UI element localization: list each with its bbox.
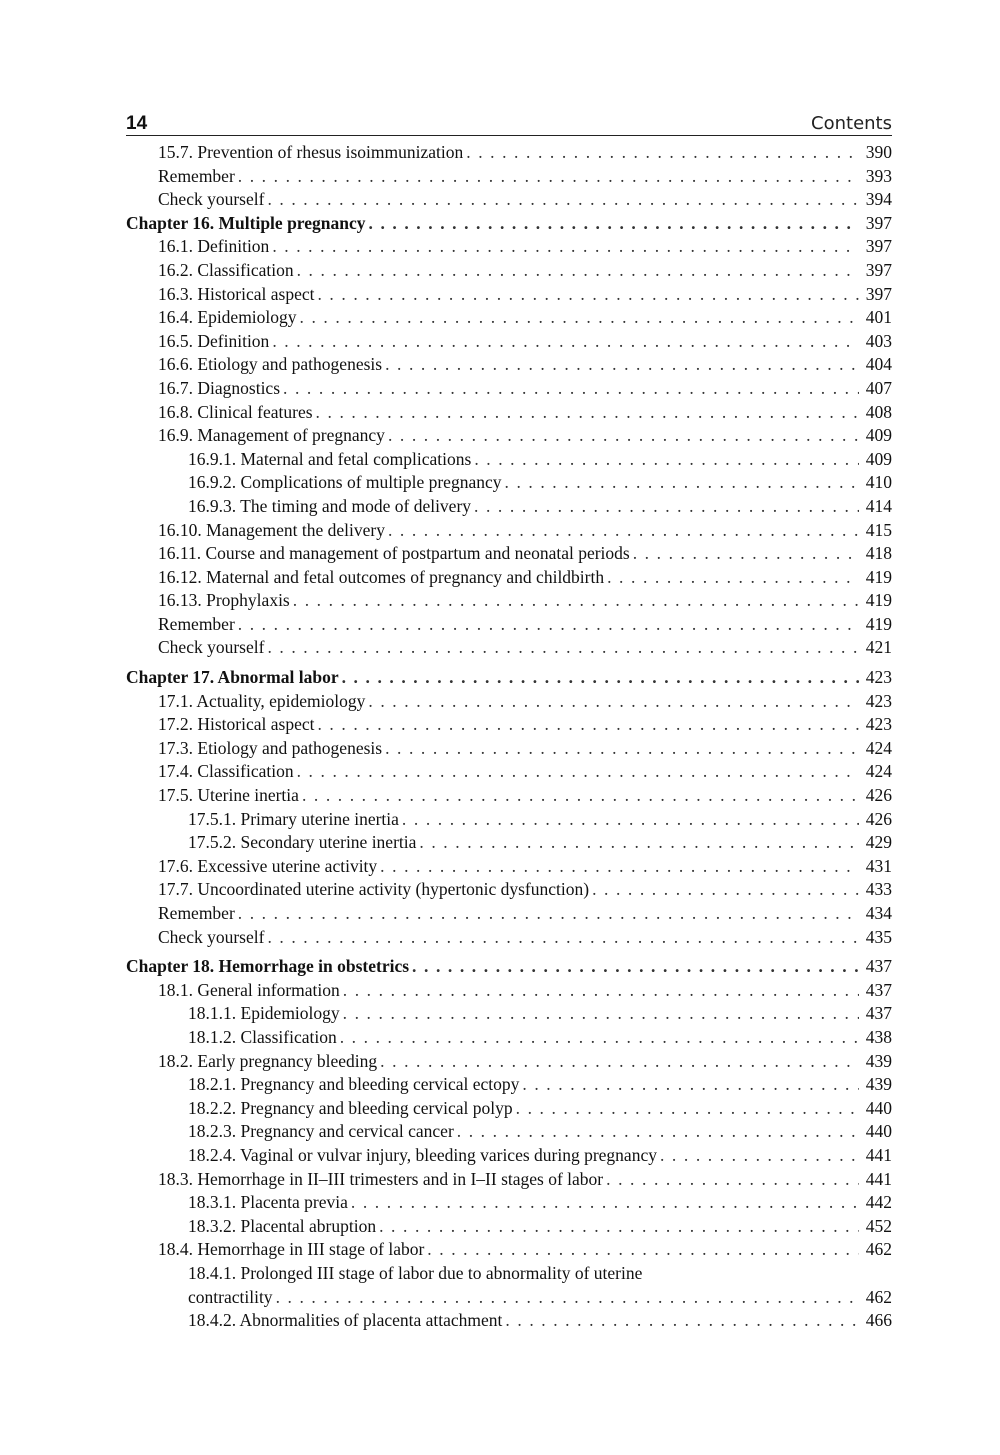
toc-entry[interactable]: [126, 855, 892, 879]
toc-page-number: 424: [865, 761, 892, 782]
toc-entry-label: Check yourself: [158, 637, 265, 658]
dot-leader: [302, 784, 859, 808]
toc-entry-label: Chapter 17. Abnormal labor: [126, 667, 339, 688]
toc-page-number: 394: [865, 189, 892, 210]
toc-entry-label: 17.7. Uncoordinated uterine activity (hypertonic dysfunction): [158, 879, 590, 900]
dot-leader: [607, 566, 859, 590]
toc-page-number: 397: [865, 259, 892, 280]
table-of-contents: [126, 141, 892, 1333]
toc-entry-label: 18.2.1. Pregnancy and bleeding cervical ectopy: [188, 1074, 520, 1095]
toc-entry-label: Remember: [158, 613, 235, 634]
toc-page-number: 431: [865, 855, 892, 876]
dot-leader: [272, 235, 859, 259]
toc-page-number: 393: [865, 165, 892, 186]
toc-page-number: 415: [865, 519, 892, 540]
dot-leader: [633, 542, 859, 566]
toc-page-number: 433: [865, 879, 892, 900]
dot-leader: [380, 1050, 859, 1074]
toc-page-number: 440: [865, 1097, 892, 1118]
toc-entry-label: 17.5. Uterine inertia: [158, 785, 299, 806]
toc-entry-label: 16.2. Classification: [158, 259, 294, 280]
dot-leader: [238, 613, 859, 637]
toc-chapter-entry[interactable]: [126, 212, 892, 236]
dot-leader: [592, 878, 859, 902]
toc-entry-label: Remember: [158, 165, 235, 186]
dot-leader: [272, 330, 859, 354]
toc-entry-label: 18.1.1. Epidemiology: [188, 1003, 340, 1024]
toc-entry-label: 18.4.2. Abnormalities of placenta attachment: [188, 1310, 503, 1331]
toc-page-number: 414: [865, 495, 892, 516]
dot-leader: [343, 979, 859, 1003]
dot-leader: [388, 424, 859, 448]
toc-entry-label: 16.7. Diagnostics: [158, 377, 281, 398]
toc-page-number: 426: [865, 808, 892, 829]
toc-entry[interactable]: [126, 1073, 892, 1097]
toc-page-number: 462: [865, 1286, 892, 1307]
toc-page-number: 426: [865, 785, 892, 806]
toc-entry[interactable]: [126, 495, 892, 519]
toc-entry-label: 16.3. Historical aspect: [158, 283, 315, 304]
dot-leader: [457, 1120, 859, 1144]
toc-entry-label: 17.6. Excessive uterine activity: [158, 855, 378, 876]
dot-leader: [466, 141, 859, 165]
toc-page-number: 404: [865, 354, 892, 375]
toc-entry-label: 17.4. Classification: [158, 761, 294, 782]
dot-leader: [419, 831, 859, 855]
toc-entry-label: Remember: [158, 903, 235, 923]
toc-page-number: 434: [865, 903, 892, 923]
toc-entry[interactable]: [126, 1050, 892, 1074]
toc-entry[interactable]: [126, 424, 892, 448]
toc-entry-label: Chapter 16. Multiple pregnancy: [126, 212, 366, 233]
dot-leader: [427, 1238, 859, 1262]
dot-leader: [283, 377, 859, 401]
toc-page-number: 441: [865, 1144, 892, 1165]
toc-entry-label: 17.5.1. Primary uterine inertia: [188, 808, 399, 829]
dot-leader: [474, 495, 859, 519]
toc-page-number: 429: [865, 832, 892, 853]
toc-entry[interactable]: [126, 636, 892, 660]
toc-entry[interactable]: [126, 831, 892, 855]
toc-page-number: 439: [865, 1050, 892, 1071]
toc-entry[interactable]: [126, 878, 892, 902]
dot-leader: [297, 760, 859, 784]
toc-page-number: 452: [865, 1215, 892, 1236]
toc-page-number: 438: [865, 1026, 892, 1047]
toc-entry[interactable]: [126, 589, 892, 613]
toc-page-number: 397: [865, 212, 892, 233]
toc-page-number: 441: [865, 1168, 892, 1189]
dot-leader: [317, 713, 859, 737]
toc-entry[interactable]: [126, 1215, 892, 1239]
toc-entry[interactable]: [126, 926, 892, 950]
dot-leader: [385, 737, 859, 761]
toc-entry-label: 18.4. Hemorrhage in III stage of labor: [158, 1239, 425, 1260]
dot-leader: [300, 306, 859, 330]
toc-entry-label: 18.1. General information: [158, 979, 340, 1000]
page-header: [126, 108, 892, 136]
dot-leader: [317, 283, 859, 307]
toc-entry[interactable]: [126, 613, 892, 637]
dot-leader: [385, 353, 859, 377]
toc-page-number: 397: [865, 283, 892, 304]
toc-page-number: 435: [865, 926, 892, 947]
toc-entry[interactable]: [126, 784, 892, 808]
toc-entry[interactable]: [126, 1144, 892, 1168]
toc-entry[interactable]: [126, 1097, 892, 1121]
toc-entry[interactable]: [126, 690, 892, 714]
dot-leader: [342, 666, 859, 690]
dot-leader: [522, 1073, 859, 1097]
toc-page-number: 401: [865, 307, 892, 328]
toc-entry-label: 17.1. Actuality, epidemiology: [158, 690, 366, 711]
toc-entry[interactable]: [126, 902, 892, 926]
toc-entry[interactable]: [126, 1120, 892, 1144]
toc-entry-label: Chapter 18. Hemorrhage in obstetrics: [126, 956, 410, 977]
toc-entry[interactable]: [126, 1002, 892, 1026]
toc-entry-label: 16.13. Prophylaxis: [158, 590, 290, 611]
dot-leader: [516, 1097, 859, 1121]
toc-entry-label: Check yourself: [158, 189, 265, 210]
dot-leader: [238, 165, 859, 189]
dot-leader: [267, 636, 859, 660]
toc-entry-label: 16.9. Management of pregnancy: [158, 425, 385, 446]
toc-entry-label: 16.9.2. Complications of multiple pregnancy: [188, 472, 502, 493]
toc-entry[interactable]: [126, 542, 892, 566]
toc-page-number: 439: [865, 1074, 892, 1095]
toc-entry-label: 16.9.3. The timing and mode of delivery: [188, 495, 472, 516]
toc-page-number: 409: [865, 425, 892, 446]
toc-page-number: 410: [865, 472, 892, 493]
toc-entry-label-line[interactable]: 18.4.1. Prolonged III stage of labor due to abnormality of uterine: [188, 1262, 643, 1283]
toc-entry[interactable]: [126, 259, 892, 283]
dot-leader: [388, 519, 859, 543]
toc-entry[interactable]: [126, 808, 892, 832]
page-number: 14: [126, 113, 148, 134]
toc-page-number: 442: [865, 1192, 892, 1213]
toc-page-number: 437: [865, 979, 892, 1000]
dot-leader: [380, 855, 859, 879]
running-title: Contents: [811, 113, 892, 134]
toc-entry[interactable]: [126, 566, 892, 590]
toc-entry[interactable]: [126, 471, 892, 495]
dot-leader: [379, 1215, 859, 1239]
toc-entry[interactable]: [126, 519, 892, 543]
toc-entry[interactable]: [126, 330, 892, 354]
toc-entry-label: 18.2. Early pregnancy bleeding: [158, 1050, 378, 1071]
toc-page-number: 407: [865, 377, 892, 398]
toc-entry[interactable]: [126, 1168, 892, 1192]
toc-page-number: 423: [865, 714, 892, 735]
toc-entry[interactable]: [126, 141, 892, 165]
dot-leader: [297, 259, 859, 283]
toc-page-number: 437: [865, 1003, 892, 1024]
toc-entry[interactable]: [126, 1309, 892, 1333]
toc-page-number: 424: [865, 737, 892, 758]
toc-page-number: 408: [865, 401, 892, 422]
toc-entry[interactable]: [126, 188, 892, 212]
toc-page-number: 397: [865, 236, 892, 257]
dot-leader: [238, 902, 859, 926]
toc-page-number: 423: [865, 690, 892, 711]
toc-page-number: 423: [865, 667, 892, 688]
dot-leader: [402, 808, 859, 832]
toc-entry-label: 18.3.2. Placental abruption: [188, 1215, 377, 1236]
toc-entry-label: 16.4. Epidemiology: [158, 307, 297, 328]
dot-leader: [606, 1168, 859, 1192]
toc-entry[interactable]: [126, 1026, 892, 1050]
toc-entry[interactable]: [126, 353, 892, 377]
toc-entry[interactable]: [126, 1191, 892, 1215]
toc-entry[interactable]: [126, 448, 892, 472]
toc-entry[interactable]: [126, 737, 892, 761]
toc-entry[interactable]: [126, 377, 892, 401]
toc-page-number: 437: [865, 956, 892, 977]
toc-entry-label: 17.5.2. Secondary uterine inertia: [188, 832, 417, 853]
dot-leader: [267, 926, 859, 950]
toc-entry-label: 16.5. Definition: [158, 330, 270, 351]
toc-entry[interactable]: [126, 306, 892, 330]
dot-leader: [293, 589, 859, 613]
toc-entry[interactable]: [126, 760, 892, 784]
dot-leader: [343, 1002, 859, 1026]
dot-leader: [412, 955, 859, 979]
dot-leader: [267, 188, 859, 212]
toc-entry-label: 16.9.1. Maternal and fetal complications: [188, 448, 472, 469]
toc-entry-label: 16.10. Management the delivery: [158, 519, 385, 540]
toc-page-number: 409: [865, 448, 892, 469]
dot-leader: [369, 212, 860, 236]
dot-leader: [660, 1144, 859, 1168]
toc-entry-label: contractility: [188, 1286, 273, 1307]
toc-page-number: 419: [865, 590, 892, 611]
toc-chapter-entry[interactable]: [126, 666, 892, 690]
toc-entry[interactable]: [126, 1286, 892, 1310]
toc-entry[interactable]: [126, 283, 892, 307]
dot-leader: [276, 1286, 859, 1310]
toc-entry-label: Check yourself: [158, 926, 265, 947]
dot-leader: [351, 1191, 859, 1215]
toc-entry-label: 18.2.2. Pregnancy and bleeding cervical polyp: [188, 1097, 513, 1118]
toc-entry-label: 15.7. Prevention of rhesus isoimmunization: [158, 142, 464, 162]
toc-entry-label: 16.12. Maternal and fetal outcomes of pregnancy and childbirth: [158, 566, 605, 587]
toc-page-number: 418: [865, 543, 892, 564]
toc-entry[interactable]: [126, 401, 892, 425]
toc-page-number: 421: [865, 637, 892, 658]
toc-entry[interactable]: [126, 713, 892, 737]
toc-page-number: 390: [865, 142, 892, 162]
toc-entry[interactable]: [126, 1238, 892, 1262]
dot-leader: [505, 1309, 859, 1333]
toc-entry-label: 17.3. Etiology and pathogenesis: [158, 737, 383, 758]
toc-entry-label: 18.3.1. Placenta previa: [188, 1192, 348, 1213]
toc-entry[interactable]: [126, 165, 892, 189]
toc-entry-label: 16.8. Clinical features: [158, 401, 313, 422]
toc-page-number: 462: [865, 1239, 892, 1260]
toc-page-number: 419: [865, 613, 892, 634]
toc-entry-label: 16.6. Etiology and pathogenesis: [158, 354, 383, 375]
toc-entry[interactable]: [126, 979, 892, 1003]
toc-page-number: 466: [865, 1310, 892, 1331]
toc-entry-label: 16.1. Definition: [158, 236, 270, 257]
toc-entry-label: 16.11. Course and management of postpartum and neonatal periods: [158, 543, 630, 564]
dot-leader: [474, 448, 859, 472]
toc-entry-label: 18.2.3. Pregnancy and cervical cancer: [188, 1121, 454, 1142]
toc-entry-label: 18.2.4. Vaginal or vulvar injury, bleeding varices during pregnancy: [188, 1144, 657, 1165]
toc-page-number: 440: [865, 1121, 892, 1142]
toc-chapter-entry[interactable]: [126, 955, 892, 979]
toc-page-number: 419: [865, 566, 892, 587]
dot-leader: [340, 1026, 859, 1050]
toc-entry[interactable]: [126, 235, 892, 259]
dot-leader: [505, 471, 860, 495]
toc-page-number: 403: [865, 330, 892, 351]
dot-leader: [316, 401, 859, 425]
dot-leader: [368, 690, 859, 714]
toc-entry-label: 18.3. Hemorrhage in II–III trimesters and in I–II stages of labor: [158, 1168, 604, 1189]
toc-entry-label: 18.1.2. Classification: [188, 1026, 337, 1047]
toc-entry-label: 17.2. Historical aspect: [158, 714, 315, 735]
toc-page: [126, 108, 892, 1333]
